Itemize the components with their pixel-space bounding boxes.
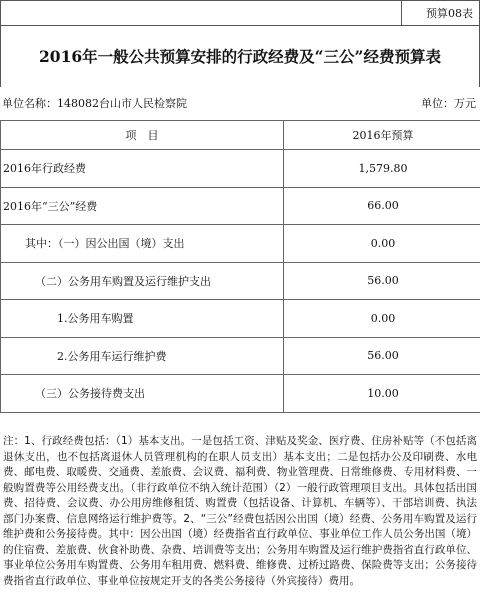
row-label: 2016年行政经费 [1, 150, 284, 188]
row-value: 0.00 [284, 300, 480, 338]
form-number: 预算08表 [426, 7, 473, 20]
table-row [1, 187, 480, 225]
form-number-spacer [1, 1, 402, 26]
table-row [1, 300, 480, 338]
row-value: 56.00 [284, 337, 480, 375]
row-label: 2016年“三公”经费 [1, 187, 284, 225]
table-header-row [1, 121, 480, 150]
table-row [1, 375, 480, 413]
table-row [1, 225, 480, 263]
table-row [1, 150, 480, 188]
row-label: 2.公务用车运行维护费 [1, 337, 284, 375]
budget-table [0, 120, 480, 413]
table-row [1, 262, 480, 300]
page-title: 2016年一般公共预算安排的行政经费及“三公”经费预算表 [39, 47, 441, 66]
row-label: 1.公务用车购置 [1, 300, 284, 338]
notes-paragraph: 注：1、行政经费包括：（1）基本支出。一是包括工资、津贴及奖金、医疗费、住房补贴等（不包括离退休支出，也不包括离退休人员管理机构的在职人员支出）基本支出；二是包括办公及印刷费、水电费、邮电费、取暖费、交通费、差旅费、会议费、福利费、物业管理费、日常维修费、专用材料费、一般购置费等公用经费支出。（非行政单位不纳入统计范围）（2）一般行政管理项目支出。具体包括出国费、招待费、会议费、办公用房维修租赁、购置费（包括设备、计算机、车辆等）、干部培训费、执法部门办案费、信息网络运行维护费等。2、“三公”经费包括因公出国（境）经费、公务用车购置及运行维护费和公务接待费。其中：因公出国（境）经费指省直行政单位、事业单位工作人员公务出国（境）的住宿费、差旅费、伙食补助费、杂费、培训费等支出；公务用车购置及运行维护费指省直行政单位、事业单位公务用车购置费、公务用车租用费、燃料费、维修费、过桥过路费、保险费等支出；公务接待费指省直行政单位、事业单位按规定开支的各类公务接待（外宾接待）费用。 [3, 435, 477, 587]
row-label: （二）公务用车购置及运行维护支出 [1, 262, 284, 300]
row-label: 其中：（一）因公出国（境）支出 [1, 225, 284, 263]
meta-row [0, 87, 480, 120]
table-row [1, 337, 480, 375]
row-value: 10.00 [284, 375, 480, 413]
form-number-row [0, 0, 480, 25]
row-value: 56.00 [284, 262, 480, 300]
row-value: 0.00 [284, 225, 480, 263]
unit-name: 单位名称：148082台山市人民检察院 [2, 97, 187, 110]
unit-label: 单位：万元 [421, 97, 476, 110]
header-item: 项 目 [1, 121, 284, 150]
row-value: 66.00 [284, 187, 480, 225]
header-budget: 2016年预算 [284, 121, 480, 150]
row-label: （三）公务接待费支出 [1, 375, 284, 413]
row-value: 1,579.80 [284, 150, 480, 188]
